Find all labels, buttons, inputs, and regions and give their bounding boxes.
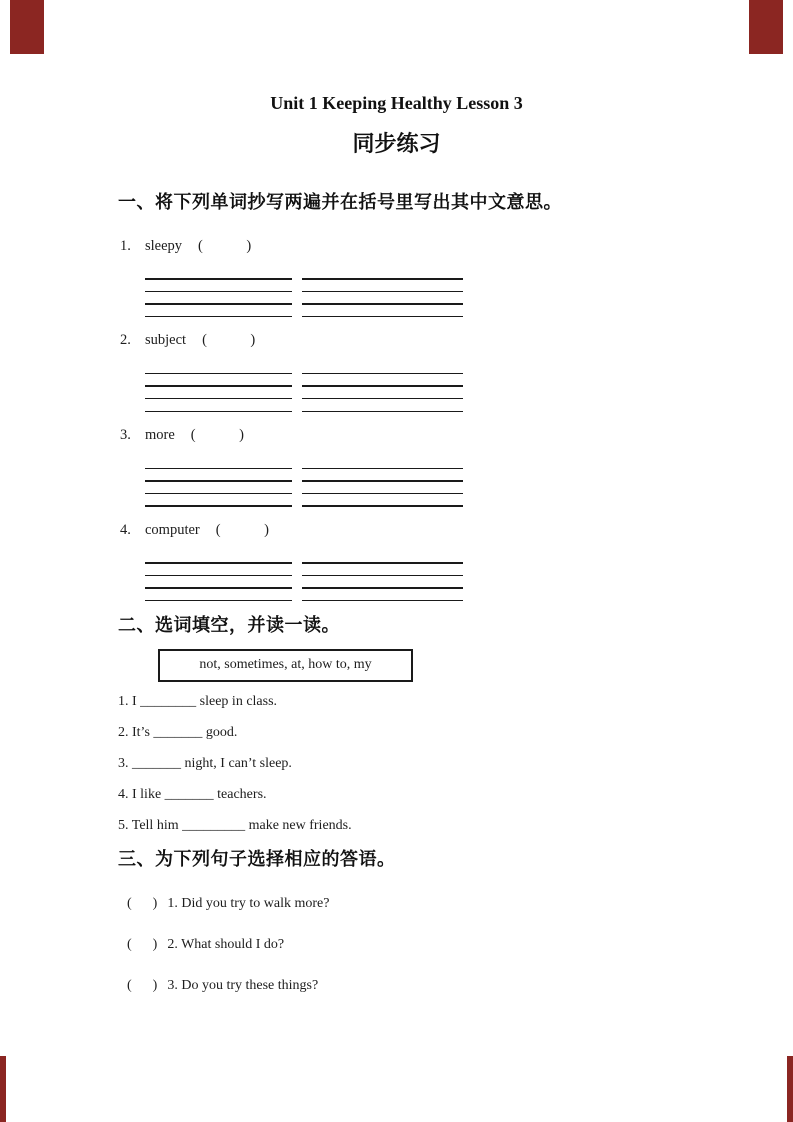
writing-staff-left [145,278,292,317]
red-scan-mark-bottom-right [787,1056,793,1122]
copy-word-item-3 [0,427,793,507]
writing-line [145,411,292,412]
writing-lines-group [145,278,463,317]
meaning-brackets: ( ) [215,521,269,538]
writing-line [145,600,292,601]
word-bank-words: not, sometimes, at, how to, my [199,657,372,673]
writing-line [302,505,463,506]
word-row [120,427,793,444]
meaning-brackets: ( ) [190,426,244,443]
writing-line [145,373,292,374]
writing-staff-right [302,278,463,317]
question-text: 3. Do you try these things? [167,978,319,994]
fill-blank-sentence-5: 5. Tell him _________ make new friends. [118,817,352,833]
writing-line [302,373,463,374]
writing-staff-left [145,468,292,507]
writing-line [145,303,292,304]
writing-line [145,278,292,279]
item-number: 4. [120,521,131,538]
word-to-copy: computer [145,521,200,538]
writing-line [145,468,292,469]
worksheet-title: Unit 1 Keeping Healthy Lesson 3 [270,93,523,113]
answer-brackets: ( ) [127,896,158,912]
writing-line [302,385,463,386]
fill-blank-sentence-3: 3. _______ night, I can’t sleep. [118,755,292,771]
item-number: 1. [120,237,131,254]
match-question-3 [127,978,793,994]
question-text: 2. What should I do? [167,937,285,953]
word-to-copy: more [145,426,175,443]
writing-line [145,575,292,576]
writing-line [302,575,463,576]
writing-line [145,493,292,494]
writing-line [302,398,463,399]
section-one-heading: 一、将下列单词抄写两遍并在括号里写出其中文意思。 [118,191,562,213]
writing-line [145,480,292,481]
red-scan-mark-bottom-left [0,1056,6,1122]
writing-line [145,587,292,588]
word-to-copy: subject [145,332,187,349]
word-row [120,522,793,539]
copy-word-item-2 [0,332,793,412]
writing-line [302,303,463,304]
writing-line [302,291,463,292]
red-scan-mark-top-left [10,0,44,54]
answer-brackets: ( ) [127,978,158,994]
writing-line [302,493,463,494]
writing-line [302,468,463,469]
writing-line [145,505,292,506]
fill-blank-sentence-2: 2. It’s _______ good. [118,724,238,740]
writing-lines-group [145,562,463,601]
meaning-brackets: ( ) [198,237,252,254]
question-text: 1. Did you try to walk more? [167,896,330,912]
writing-lines-group [145,468,463,507]
writing-staff-right [302,562,463,601]
answer-brackets: ( ) [127,937,158,953]
meaning-brackets: ( ) [202,332,256,349]
writing-line [302,562,463,563]
writing-line [302,600,463,601]
copy-word-item-4 [0,522,793,602]
word-row [120,238,793,255]
fill-blank-sentence-4: 4. I like _______ teachers. [118,786,267,802]
red-scan-mark-top-right [749,0,783,54]
writing-staff-right [302,373,463,412]
section-three-heading: 三、为下列句子选择相应的答语。 [118,848,396,870]
word-to-copy: sleepy [145,237,183,254]
word-row [120,332,793,349]
writing-line [145,562,292,563]
fill-blank-sentence-1: 1. I ________ sleep in class. [118,693,278,709]
writing-staff-left [145,562,292,601]
item-number: 2. [120,332,131,349]
match-question-1 [127,896,793,912]
section-two-heading: 二、选词填空，并读一读。 [118,615,340,637]
writing-line [145,316,292,317]
writing-line [302,411,463,412]
writing-line [302,480,463,481]
writing-line [145,398,292,399]
writing-line [145,385,292,386]
writing-line [302,587,463,588]
match-question-2 [127,937,793,953]
worksheet-subtitle: 同步练习 [352,132,441,158]
writing-line [302,316,463,317]
writing-lines-group [145,373,463,412]
writing-line [302,278,463,279]
writing-staff-right [302,468,463,507]
writing-staff-left [145,373,292,412]
item-number: 3. [120,426,131,443]
copy-word-item-1 [0,238,793,318]
writing-line [145,291,292,292]
word-bank-box [158,649,413,682]
